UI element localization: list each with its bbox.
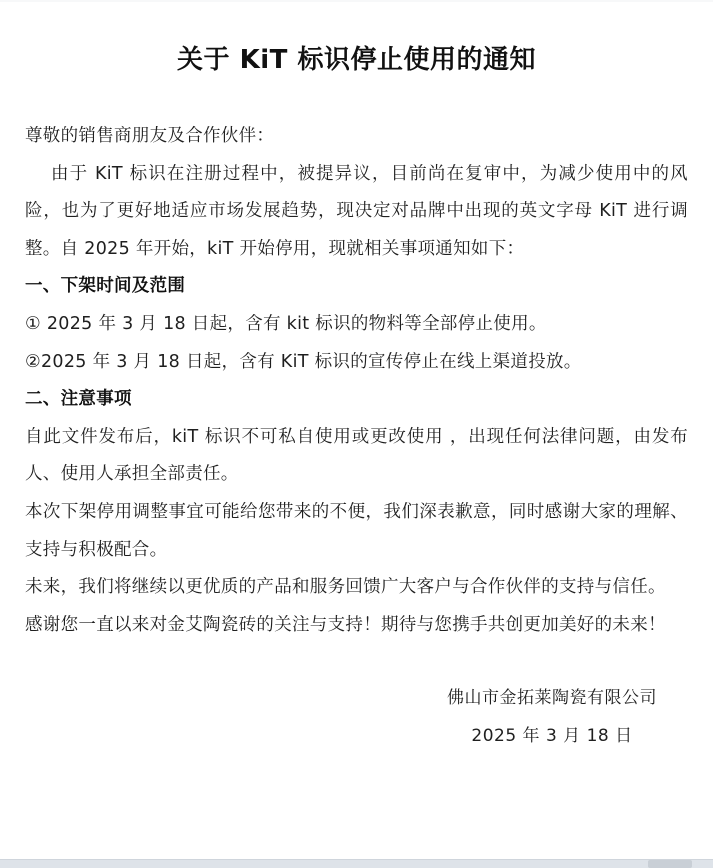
- notice-paragraph-1: 自此文件发布后，kiT 标识不可私自使用或更改使用 ，出现任何法律问题，由发布人、使用人承担全部责任。: [25, 426, 688, 485]
- intro-paragraph: 由于 KiT 标识在注册过程中，被提异议，目前尚在复审中，为减少使用中的风险，也为了更好地适应市场发展趋势，现决定对品牌中出现的英文字母 KiT 进行调整。自 2025 年开始，kiT 开始停用，现就相关事项通知如下：: [25, 163, 688, 259]
- page-title: 关于 KiT 标识停止使用的通知: [177, 45, 536, 75]
- greeting-line: 尊敬的销售商朋友及合作伙伴：: [25, 126, 275, 146]
- company-name: 佛山市金拓莱陶瓷有限公司: [447, 688, 657, 709]
- section1-item-1: ① 2025 年 3 月 18 日起，含有 kit 标识的物料等全部停止使用。: [25, 313, 547, 334]
- notice-paragraph-2: 本次下架停用调整事宜可能给您带来的不便，我们深表歉意，同时感谢大家的理解、支持与积极配合。: [25, 501, 688, 560]
- horizontal-scrollbar-thumb[interactable]: [648, 860, 692, 868]
- horizontal-scrollbar-track[interactable]: [0, 859, 713, 868]
- section1-item-2: ②2025 年 3 月 18 日起，含有 KiT 标识的宣传停止在线上渠道投放。: [25, 351, 582, 372]
- window-top-edge: [0, 0, 713, 2]
- closing-paragraph: 感谢您一直以来对金艾陶瓷砖的关注与支持！期待与您携手共创更加美好的未来！: [25, 614, 666, 635]
- section1-heading: 一、下架时间及范围: [25, 276, 186, 297]
- notice-paragraph-3: 未来，我们将继续以更优质的产品和服务回馈广大客户与合作伙伴的支持与信任。: [25, 577, 666, 598]
- section2-heading: 二、注意事项: [25, 389, 132, 410]
- signature-block: [382, 680, 713, 755]
- signature-date: 2025 年 3 月 18 日: [471, 725, 633, 746]
